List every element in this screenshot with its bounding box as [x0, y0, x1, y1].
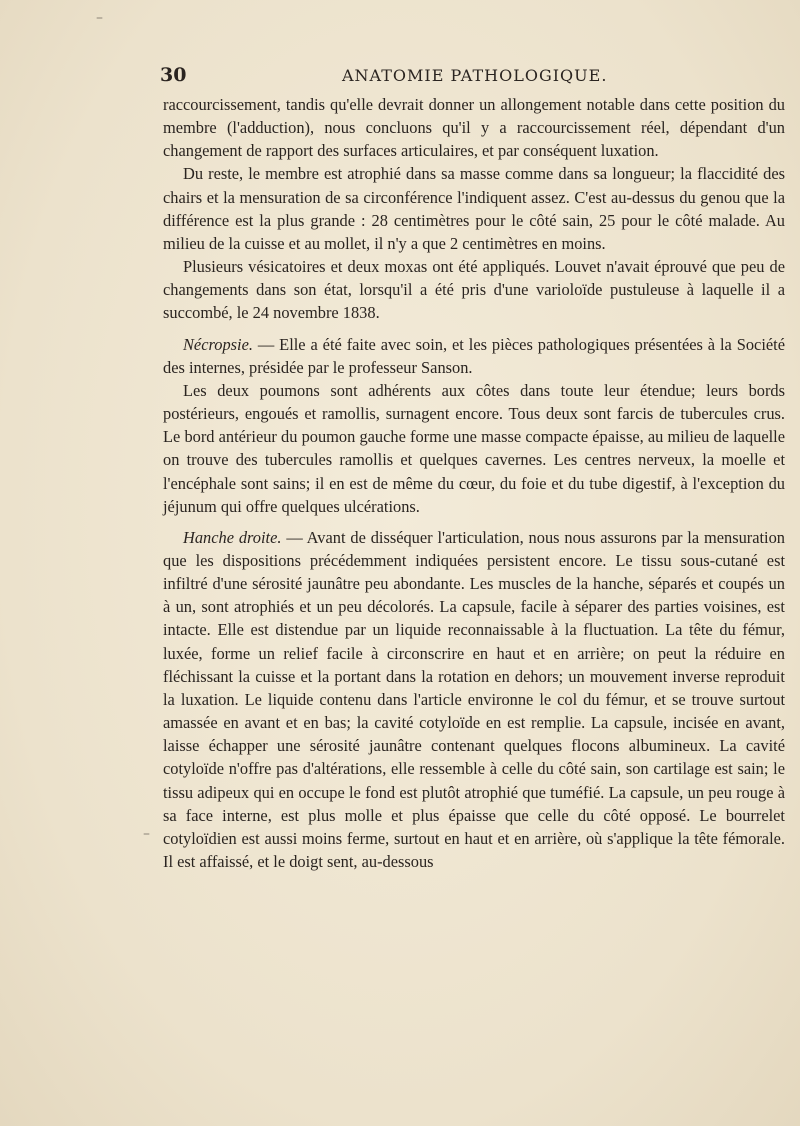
paragraph: Les deux poumons sont adhérents aux côtes dans toute leur étendue; leurs bords postérieurs, engoués et ramollis, surnagent encore. Tous deux sont farcis de tubercules crus. Le bord antérieur du poumon gauche forme une masse compacte épaisse, au milieu de laquelle on trouve des tubercules ramollis et quelques cavernes. Les centres nerveux, la moelle et l'encéphale sont sains; il en est de même du cœur, du foie et du tube digestif, à l'exception du jéjunum qui offre quelques ulcérations.	[163, 380, 785, 516]
section-heading-necropsie: Nécropsie.	[183, 334, 253, 354]
paragraph: raccourcissement, tandis qu'elle devrait donner un allongement notable dans cette position du membre (l'adduction), nous concluons qu'il y a raccourcissement réel, dépendant d'un changement de rapport des surfaces articulaires, et par conséquent luxation.	[163, 95, 785, 161]
paragraph: Plusieurs vésicatoires et deux moxas ont été appliqués. Louvet n'avait éprouvé que peu de changements dans son état, lorsqu'il a été pris d'une varioloïde pustuleuse à laquelle il a succombé, le 24 novembre 1838.	[163, 257, 785, 323]
section-heading-hanche-droite: Hanche droite.	[183, 527, 282, 547]
paragraph-necropsie	[163, 333, 785, 379]
page-header	[160, 64, 780, 88]
margin-dash-mark: –	[143, 826, 150, 842]
body-text	[163, 93, 785, 873]
margin-tick-mark: –	[96, 10, 103, 26]
paragraph-hanche-droite	[163, 526, 785, 873]
page-number: 30	[160, 64, 187, 86]
paragraph: Du reste, le membre est atrophié dans sa masse comme dans sa longueur; la flaccidité des chairs et la mensuration de sa circonférence l'indiquent assez. C'est au-dessus du genou que la différence est la plus grande : 28 centimètres pour le côté sain, 25 pour le côté malade. Au milieu de la cuisse et au mollet, il n'y a que 2 centimètres en moins.	[163, 164, 785, 253]
running-title: ANATOMIE PATHOLOGIQUE.	[342, 66, 608, 85]
paragraph-text: — Elle a été faite avec soin, et les pièces pathologiques présentées à la Société des internes, présidée par le professeur Sanson.	[163, 334, 785, 377]
paragraph-text: — Avant de disséquer l'articulation, nous nous assurons par la mensuration que les dispositions précédemment indiquées persistent encore. Le tissu sous-cutané est infiltré d'une sérosité jaunâtre peu abondante. Les muscles de la hanche, séparés et coupés un à un, sont atrophiés et un peu décolorés. La capsule, facile à séparer des parties voisines, est intacte. Elle est distendue par un liquide reconnaissable à la fluctuation. La tête du fémur, luxée, forme un relief facile à circonscrire en haut et en arrière; on peut la réduire en fléchissant la cuisse et la portant dans la rotation en dehors; un mouvement inverse reproduit la luxation. Le liquide contenu dans l'article environne le col du fémur, et se trouve surtout amassée en avant et en bas; la cavité cotyloïde en est remplie. La capsule, incisée en avant, laisse échapper une sérosité jaunâtre contenant quelques flocons albumineux. La cavité cotyloïde n'offre pas d'altérations, elle ressemble à celle du côté sain, son cartilage est sain; le tissu adipeux qui en occupe le fond est plutôt atrophié que tuméfié. La capsule, un peu rouge à sa face interne, est plus molle et plus épaisse que celle du côté opposé. Le bourrelet cotyloïdien est aussi moins ferme, surtout en haut et en arrière, où s'applique la tête fémorale. Il est affaissé, et le doigt sent, au-dessous	[163, 527, 786, 871]
